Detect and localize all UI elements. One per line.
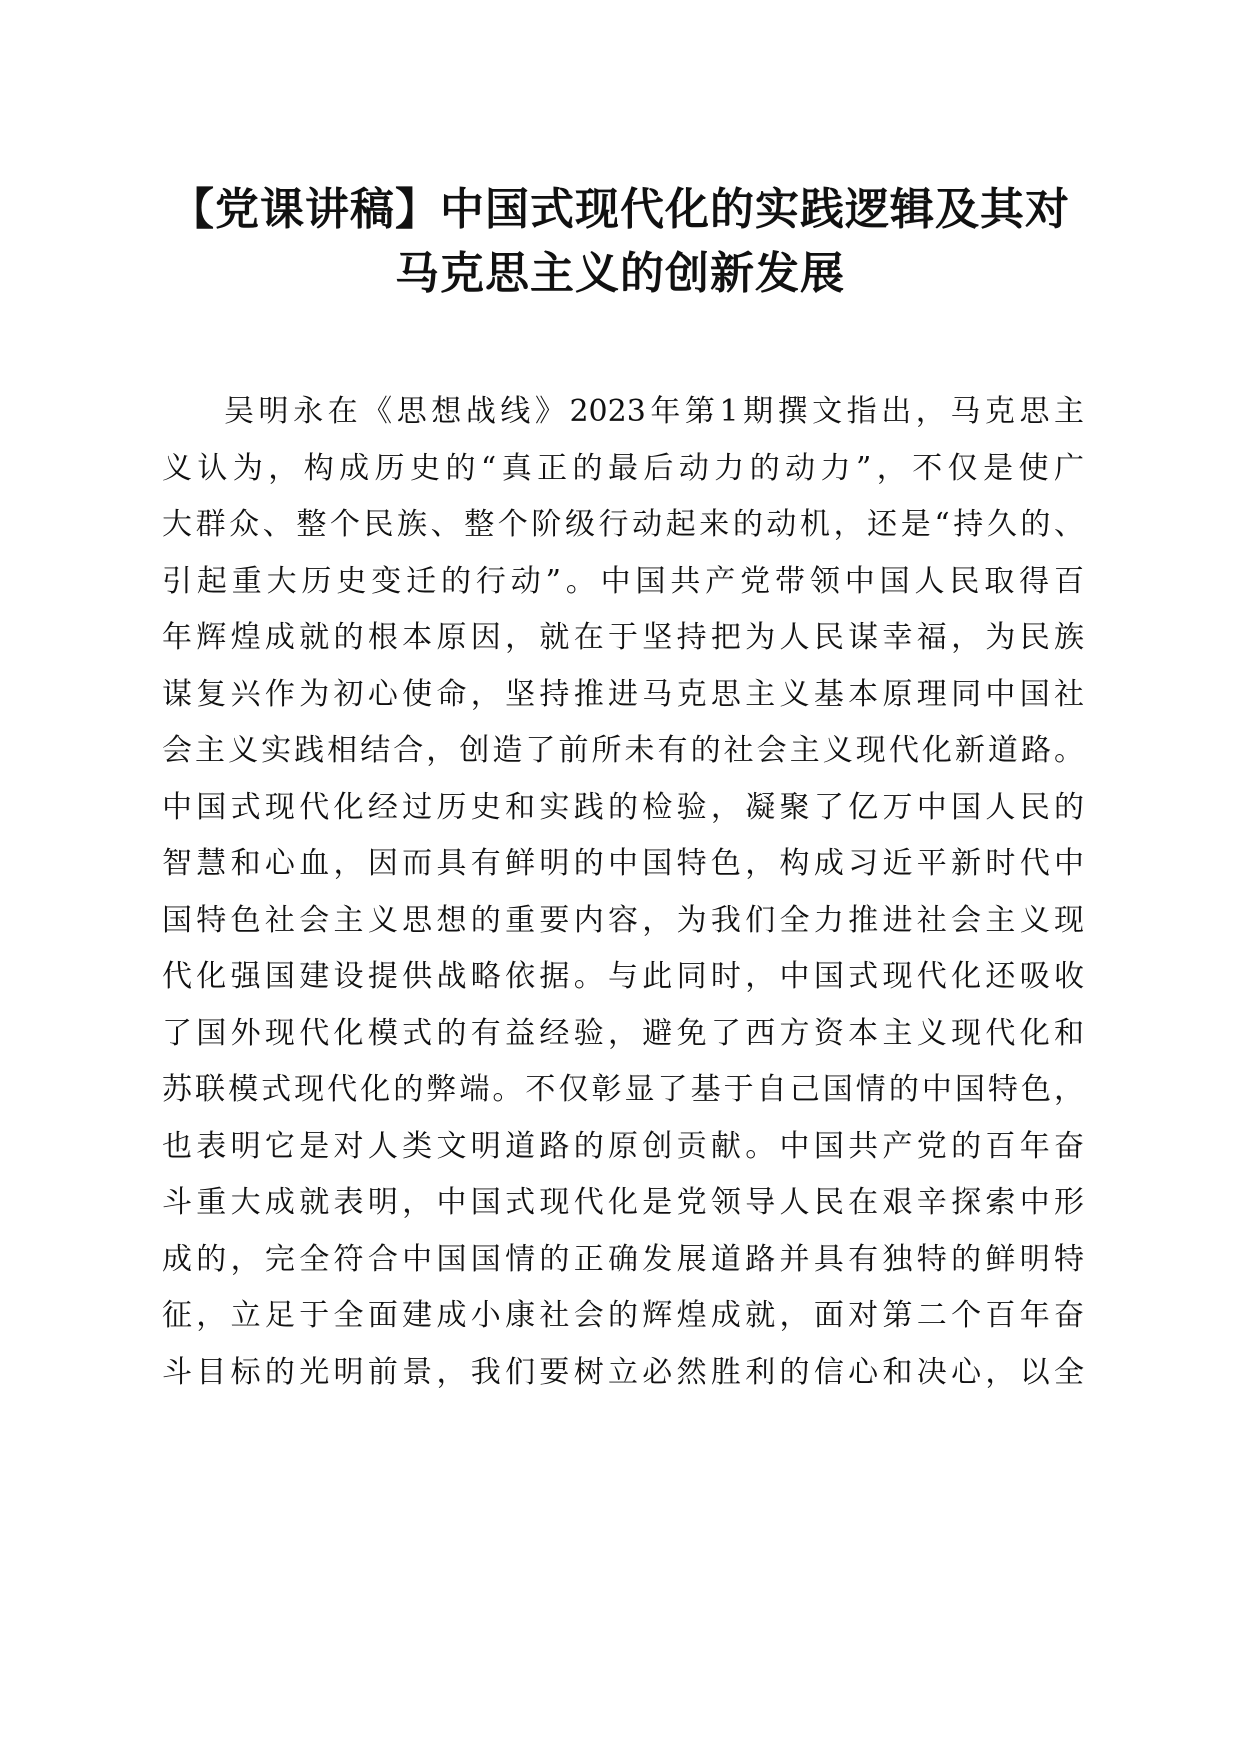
title-line: 马克思主义的创新发展 [395,248,845,299]
paragraph-line: 引起重大历史变迁的行动”。中国共产党带领中国人民取得百 [162,563,1084,599]
paragraph-line: 征，立足于全面建成小康社会的辉煌成就，面对第二个百年奋 [162,1298,1084,1333]
body-paragraph [162,384,1084,1401]
paragraph-line: 智慧和心血，因而具有鲜明的中国特色，构成习近平新时代中 [162,846,1084,881]
paragraph-line: 义认为，构成历史的“真正的最后动力的动力”，不仅是使广 [162,450,1084,486]
paragraph-line: 吴明永在《思想战线》2023年第1期撰文指出，马克思主 [224,394,1084,429]
paragraph-line: 国特色社会主义思想的重要内容，为我们全力推进社会主义现 [162,902,1084,938]
paragraph-line: 斗重大成就表明，中国式现代化是党领导人民在艰辛探索中形 [162,1185,1084,1220]
paragraph-line: 成的，完全符合中国国情的正确发展道路并具有独特的鲜明特 [162,1241,1084,1277]
paragraph-line: 谋复兴作为初心使命，坚持推进马克思主义基本原理同中国社 [162,676,1084,712]
paragraph-line: 大群众、整个民族、整个阶级行动起来的动机，还是“持久的、 [162,507,1084,542]
paragraph-line: 苏联模式现代化的弊端。不仅彰显了基于自己国情的中国特色， [162,1072,1084,1107]
document-title [130,178,1110,306]
paragraph-line: 中国式现代化经过历史和实践的检验，凝聚了亿万中国人民的 [162,789,1084,825]
paragraph-line: 斗目标的光明前景，我们要树立必然胜利的信心和决心，以全 [162,1354,1084,1390]
title-line: 【党课讲稿】中国式现代化的实践逻辑及其对 [170,184,1070,235]
paragraph-line: 会主义实践相结合，创造了前所未有的社会主义现代化新道路。 [162,733,1084,768]
paragraph-line: 年辉煌成就的根本原因，就在于坚持把为人民谋幸福，为民族 [162,620,1084,655]
paragraph-line: 代化强国建设提供战略依据。与此同时，中国式现代化还吸收 [162,959,1084,994]
paragraph-line: 了国外现代化模式的有益经验，避免了西方资本主义现代化和 [162,1015,1084,1051]
paragraph-line: 也表明它是对人类文明道路的原创贡献。中国共产党的百年奋 [162,1128,1084,1164]
